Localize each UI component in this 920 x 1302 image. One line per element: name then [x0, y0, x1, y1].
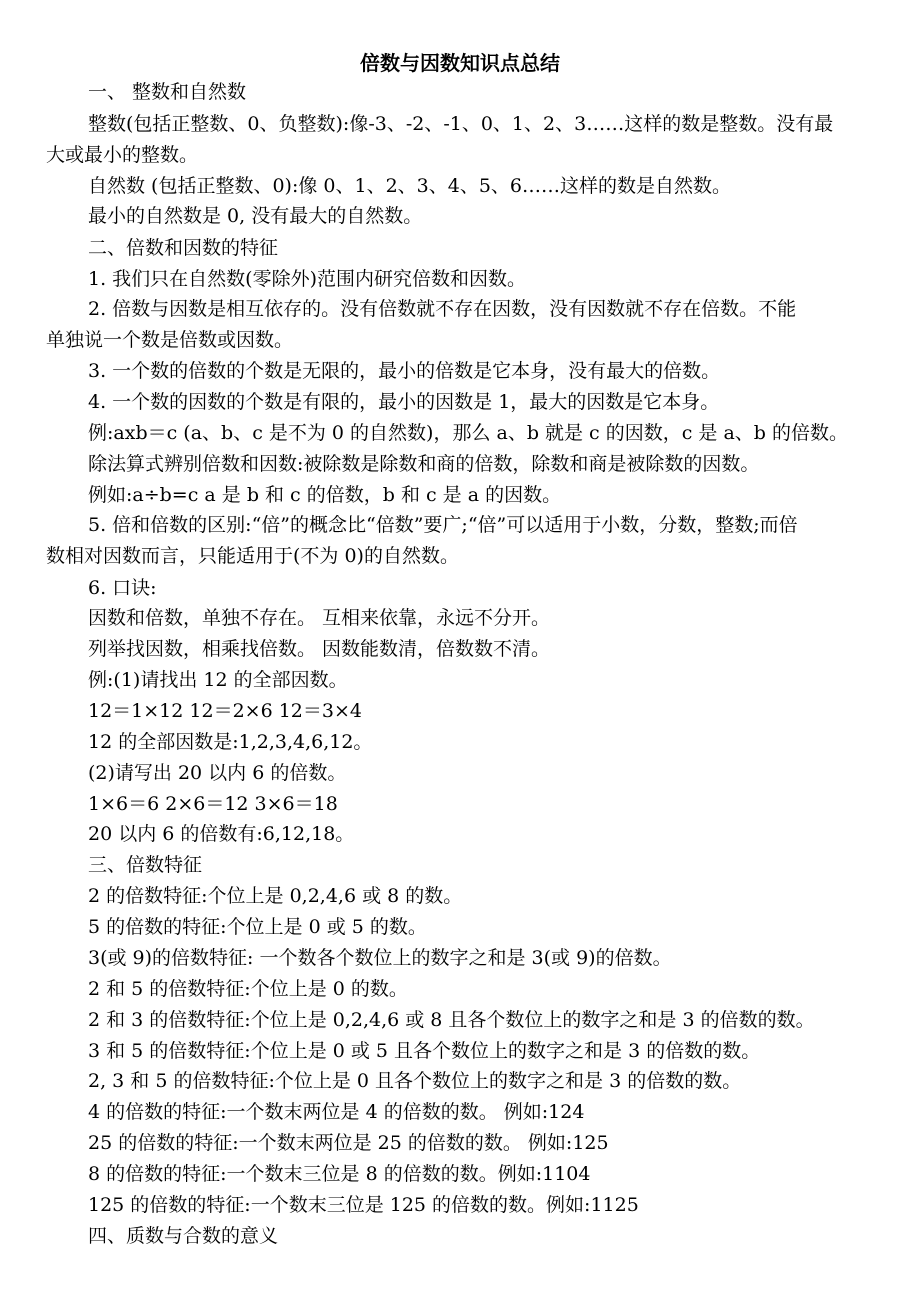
paragraph-line: 4 的倍数的特征:一个数末两位是 4 的倍数的数。 例如:124	[88, 1101, 585, 1123]
paragraph-line: 20 以内 6 的倍数有:6,12,18。	[88, 823, 355, 845]
document-title: 倍数与因数知识点总结	[360, 51, 560, 75]
paragraph-line: 3. 一个数的倍数的个数是无限的，最小的倍数是它本身，没有最大的倍数。	[88, 360, 721, 382]
paragraph-line: 例如:a÷b=c a 是 b 和 c 的倍数，b 和 c 是 a 的因数。	[88, 484, 562, 506]
section-heading-3: 三、倍数特征	[88, 854, 203, 876]
paragraph-line: 12＝1×12 12＝2×6 12＝3×4	[88, 700, 362, 722]
paragraph-line: 2 和 5 的倍数特征:个位上是 0 的数。	[88, 978, 408, 1000]
paragraph-line: 最小的自然数是 0, 没有最大的自然数。	[88, 205, 423, 227]
paragraph-line: 例:(1)请找出 12 的全部因数。	[88, 669, 348, 691]
paragraph-line: 因数和倍数，单独不存在。 互相来依靠，永远不分开。	[88, 607, 551, 629]
paragraph-line: 6. 口诀:	[88, 577, 157, 599]
paragraph-line: 整数(包括正整数、0、负整数):像-3、-2、-1、0、1、2、3……这样的数是整数。没有最	[88, 113, 834, 135]
paragraph-line: 2 的倍数特征:个位上是 0,2,4,6 或 8 的数。	[88, 885, 463, 907]
paragraph-line: 4. 一个数的因数的个数是有限的，最小的因数是 1，最大的因数是它本身。	[88, 391, 720, 413]
paragraph-line: 2 和 3 的倍数特征:个位上是 0,2,4,6 或 8 且各个数位上的数字之和是 3 的倍数的数。	[88, 1009, 815, 1031]
paragraph-line: 1×6＝6 2×6＝12 3×6＝18	[88, 793, 338, 815]
paragraph-line: 2. 倍数与因数是相互依存的。没有倍数就不存在因数，没有因数就不存在倍数。不能	[88, 298, 797, 320]
paragraph-line: 25 的倍数的特征:一个数末两位是 25 的倍数的数。 例如:125	[88, 1132, 609, 1154]
paragraph-line: (2)请写出 20 以内 6 的倍数。	[88, 762, 347, 784]
paragraph-line: 12 的全部因数是:1,2,3,4,6,12。	[88, 731, 373, 753]
paragraph-line: 5 的倍数的特征:个位上是 0 或 5 的数。	[88, 916, 427, 938]
paragraph-line: 大或最小的整数。	[46, 144, 199, 166]
section-heading-1: 一、 整数和自然数	[88, 81, 247, 103]
paragraph-line: 列举找因数，相乘找倍数。 因数能数清，倍数数不清。	[88, 638, 551, 660]
section-heading-2: 二、倍数和因数的特征	[88, 237, 279, 259]
paragraph-line: 1. 我们只在自然数(零除外)范围内研究倍数和因数。	[88, 268, 526, 290]
paragraph-line: 数相对因数而言，只能适用于(不为 0)的自然数。	[46, 545, 459, 567]
paragraph-line: 8 的倍数的特征:一个数末三位是 8 的倍数的数。例如:1104	[88, 1163, 591, 1185]
paragraph-line: 2, 3 和 5 的倍数特征:个位上是 0 且各个数位上的数字之和是 3 的倍数的数。	[88, 1070, 742, 1092]
paragraph-line: 3(或 9)的倍数特征: 一个数各个数位上的数字之和是 3(或 9)的倍数。	[88, 947, 672, 969]
paragraph-line: 自然数 (包括正整数、0):像 0、1、2、3、4、5、6……这样的数是自然数。	[88, 175, 732, 197]
paragraph-line: 5. 倍和倍数的区别:“倍”的概念比“倍数”要广;“倍”可以适用于小数，分数，整数;而倍	[88, 514, 798, 536]
paragraph-line: 例:axb＝c (a、b、c 是不为 0 的自然数)，那么 a、b 就是 c 的因数，c 是 a、b 的倍数。	[88, 422, 848, 444]
section-heading-4: 四、质数与合数的意义	[88, 1225, 279, 1247]
paragraph-line: 除法算式辨别倍数和因数:被除数是除数和商的倍数，除数和商是被除数的因数。	[88, 453, 760, 475]
paragraph-line: 单独说一个数是倍数或因数。	[46, 329, 294, 351]
paragraph-line: 125 的倍数的特征:一个数末三位是 125 的倍数的数。例如:1125	[88, 1194, 639, 1216]
paragraph-line: 3 和 5 的倍数特征:个位上是 0 或 5 且各个数位上的数字之和是 3 的倍数的数。	[88, 1040, 761, 1062]
